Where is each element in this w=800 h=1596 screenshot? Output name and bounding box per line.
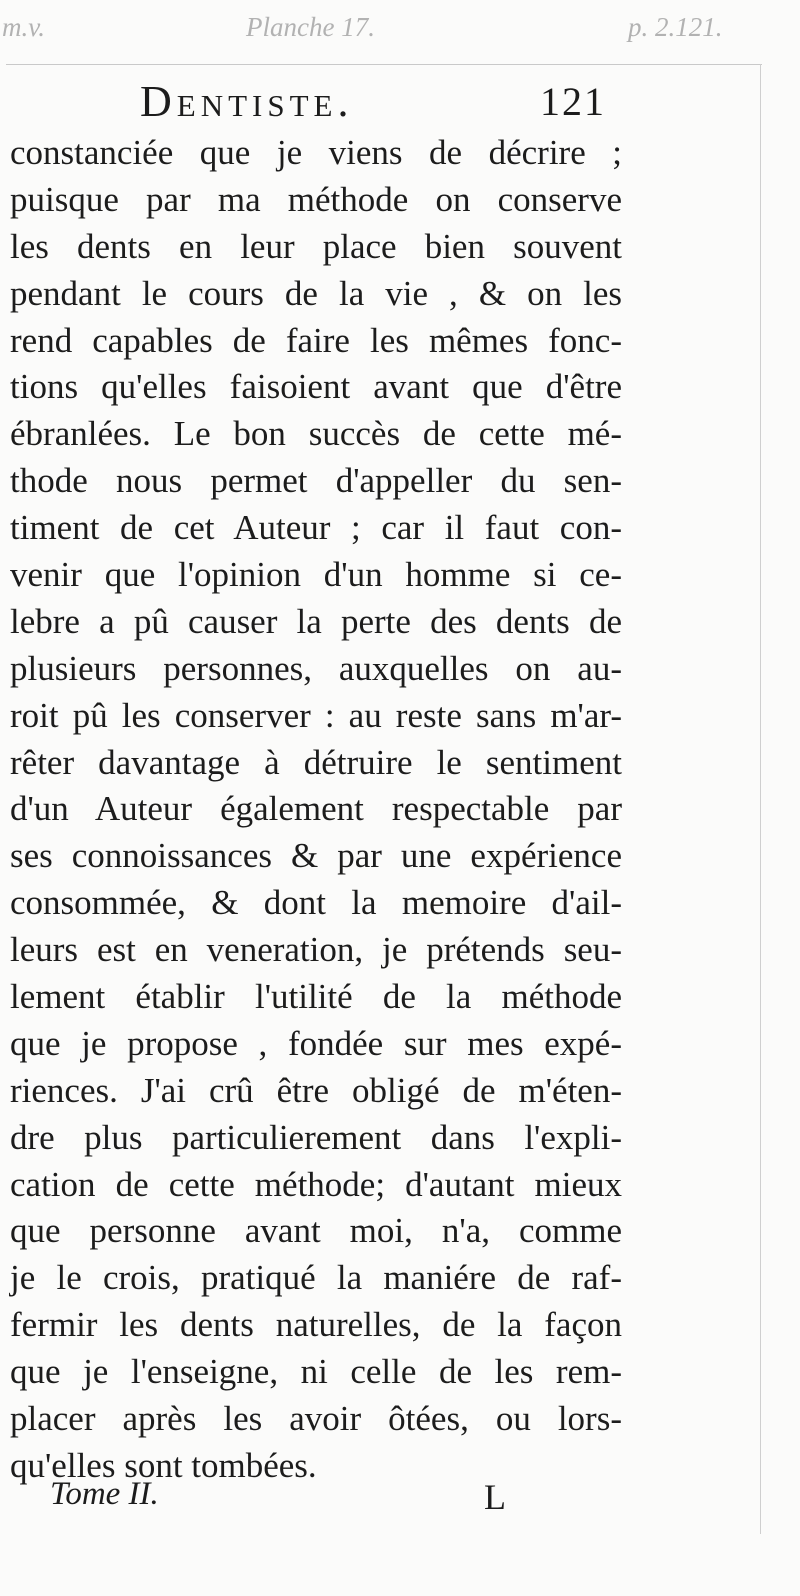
text-line: consommée, & dont la memoire d'ail- xyxy=(10,883,622,923)
text-line: riences. J'ai crû être obligé de m'éten- xyxy=(10,1070,622,1110)
margin-trace-middle: Planche 17. xyxy=(246,12,375,42)
text-line: timent de cet Auteur ; car il faut con- xyxy=(10,508,622,548)
text-line: que je l'enseigne, ni celle de les rem- xyxy=(10,1352,622,1392)
text-line: cation de cette méthode; d'autant mieux xyxy=(10,1164,622,1204)
page-number: 121 xyxy=(540,79,606,124)
text-line: roit pû les conserver : au reste sans m'ar- xyxy=(10,695,622,735)
text-line: ses connoissances & par une expérience xyxy=(10,836,622,876)
text-line: les dents en leur place bien souvent xyxy=(10,226,622,266)
running-title: Dentiste. xyxy=(140,77,354,126)
text-line: rêter davantage à détruire le sentiment xyxy=(10,742,622,782)
page-edge-right xyxy=(760,64,761,1534)
text-line: je le crois, pratiqué la maniére de raf- xyxy=(10,1258,622,1298)
margin-trace-right: p. 2.121. xyxy=(628,12,723,42)
margin-trace xyxy=(0,8,800,52)
body-text xyxy=(10,130,622,1490)
text-line: pendant le cours de la vie , & on les xyxy=(10,273,622,313)
page-edge-top xyxy=(6,64,762,65)
text-line: leurs est en veneration, je prétends seu- xyxy=(10,930,622,970)
text-line: plusieurs personnes, auxquelles on au- xyxy=(10,648,622,688)
text-line: rend capables de faire les mêmes fonc- xyxy=(10,320,622,360)
signature-mark: L xyxy=(484,1477,506,1517)
text-line: venir que l'opinion d'un homme si ce- xyxy=(10,555,622,595)
margin-trace-left: m.v. xyxy=(2,12,45,42)
text-line: puisque par ma méthode on conserve xyxy=(10,179,622,219)
text-line: que je propose , fondée sur mes expé- xyxy=(10,1023,622,1063)
text-line: d'un Auteur également respectable par xyxy=(10,789,622,829)
volume-label: Tome II. xyxy=(50,1476,159,1512)
text-line: tions qu'elles faisoient avant que d'être xyxy=(10,367,622,407)
text-line: thode nous permet d'appeller du sen- xyxy=(10,461,622,501)
text-line: lebre a pû causer la perte des dents de xyxy=(10,601,622,641)
running-head xyxy=(0,74,800,130)
text-line: placer après les avoir ôtées, ou lors- xyxy=(10,1399,622,1439)
text-line: ébranlées. Le bon succès de cette mé- xyxy=(10,414,622,454)
page-footer xyxy=(0,1476,800,1526)
text-line: fermir les dents naturelles, de la façon xyxy=(10,1305,622,1345)
text-line: dre plus particulierement dans l'expli- xyxy=(10,1117,622,1157)
text-line: constanciée que je viens de décrire ; xyxy=(10,133,622,172)
text-line: qu'elles sont tombées. xyxy=(10,1445,317,1485)
text-line: que personne avant moi, n'a, comme xyxy=(10,1211,622,1251)
text-line: lement établir l'utilité de la méthode xyxy=(10,977,622,1017)
